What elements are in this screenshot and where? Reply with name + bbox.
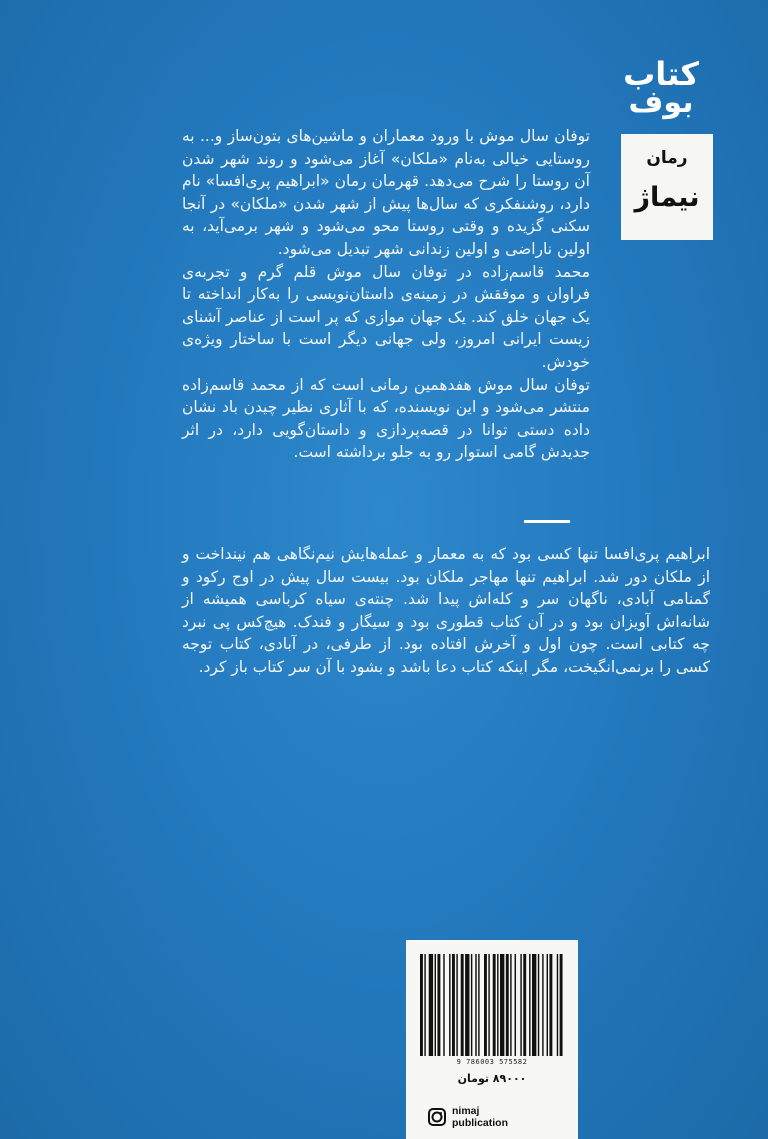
blurb-paragraph-2: محمد قاسم‌زاده در توفان سال موش قلم گرم و تجربه‌ی فراوان و موفقش در زمینه‌ی داستان‌نویسی را به‌کار انداخته تا یک جهان خلق کند. یک جهان موازی که پر است از عناصر آشنای زیست ایرانی امروز، ولی جهانی دیگر است با ساختار ویژه‌ی خودش. xyxy=(182,262,590,371)
barcode-bar xyxy=(515,954,516,1056)
genre-label-box xyxy=(621,134,713,240)
barcode-bar xyxy=(465,954,469,1056)
publisher-series-logo xyxy=(620,55,702,120)
publisher-line-2: publication xyxy=(452,1117,508,1129)
barcode-bar xyxy=(449,954,450,1056)
barcode-bar xyxy=(549,954,552,1056)
barcode-bar xyxy=(452,954,455,1056)
barcode-price-box xyxy=(406,940,578,1139)
section-divider xyxy=(524,520,570,523)
barcode-bar xyxy=(461,954,464,1056)
brand-logo: نیماژ xyxy=(634,182,700,213)
barcode-bar xyxy=(420,954,423,1056)
genre-label: رمان xyxy=(646,148,688,168)
barcode-bar xyxy=(424,954,425,1056)
instagram-icon xyxy=(428,1108,446,1126)
blurb-paragraph-3: توفان سال موش هفدهمین رمانی است که از محمد قاسم‌زاده منتشر می‌شود و این نویسنده، که با آثاری نظیر چیدن باد نشان داده دستی توانا در قصه‌پردازی و داستان‌گویی دارد، در اثر جدیدش گامی استوار رو به جلو برداشته است. xyxy=(182,375,590,462)
publisher-name xyxy=(452,1105,508,1129)
barcode-bar xyxy=(429,954,433,1056)
barcode-bar xyxy=(529,954,530,1056)
book-blurb xyxy=(182,125,590,464)
barcode-bar xyxy=(538,954,539,1056)
barcode-bar xyxy=(478,954,479,1056)
barcode-bar xyxy=(542,954,543,1056)
barcode-bar xyxy=(520,954,521,1056)
barcode-bar xyxy=(456,954,457,1056)
isbn-number: 9 786003 575582 xyxy=(456,1058,528,1066)
barcode-bar xyxy=(500,954,504,1056)
barcode-image xyxy=(420,954,564,1056)
barcode-bar xyxy=(488,954,489,1056)
logo-line-1: کتاب xyxy=(623,55,699,93)
barcode-bar xyxy=(547,954,548,1056)
barcode-bar xyxy=(510,954,511,1056)
publisher-info xyxy=(428,1100,508,1134)
barcode-bar xyxy=(560,954,563,1056)
logo-line-2: بوف xyxy=(628,85,694,120)
barcode-bar xyxy=(484,954,487,1056)
barcode-bar xyxy=(532,954,536,1056)
barcode-bar xyxy=(493,954,496,1056)
price-label: ۸۹۰۰۰ تومان xyxy=(457,1072,527,1085)
barcode-bar xyxy=(443,954,444,1056)
excerpt-paragraph: ابراهیم پری‌افسا تنها کسی بود که به معمار و عمله‌هایش نیم‌نگاهی هم نینداخت و از ملکان دور شد. ابراهیم تنها مهاجر ملکان بود. بیست سال پیش در اوج رکود و گمنامی آبادی، ناگهان سر و کله‌اش پیدا شد. چنته‌ی سیاه کرباسی همیشه از شانه‌اش آویزان بود و در آن کتاب قطوری بود و سیگار و فندک. هیچ‌کس پی نبرد چه کتابی است. چون اول و آخرش افتاده بود. از طرفی، در آبادی، کتاب توجه کسی را برنمی‌انگیخت، مگر اینکه کتاب دعا باشد و بشود با آن سر کتاب باز کرد. xyxy=(182,545,710,676)
barcode-bar xyxy=(523,954,526,1056)
publisher-line-1: nimaj xyxy=(452,1105,480,1117)
barcode-bar xyxy=(497,954,498,1056)
book-excerpt xyxy=(182,543,710,679)
barcode-bar xyxy=(506,954,509,1056)
barcode-bar xyxy=(437,954,440,1056)
barcode-bar xyxy=(435,954,436,1056)
barcode-bar xyxy=(475,954,476,1056)
blurb-paragraph-1: توفان سال موش با ورود معماران و ماشین‌های بتون‌ساز و... به روستایی خیالی به‌نام «ملکان» آغاز می‌شود و روند شهر شدن آن روستا را شرح می‌دهد. قهرمان رمان «ابراهیم پری‌افسا» نام دارد، روشنفکری که سال‌ها پیش از شهر شدن «ملکان» در آنجا سکنی گزیده و وقتی روستا محو می‌شود و شهر برمی‌آید، به اولین ناراضی و اولین زندانی شهر تبدیل می‌شود. xyxy=(182,127,590,258)
barcode-bar xyxy=(471,954,472,1056)
barcode-bar xyxy=(557,954,558,1056)
